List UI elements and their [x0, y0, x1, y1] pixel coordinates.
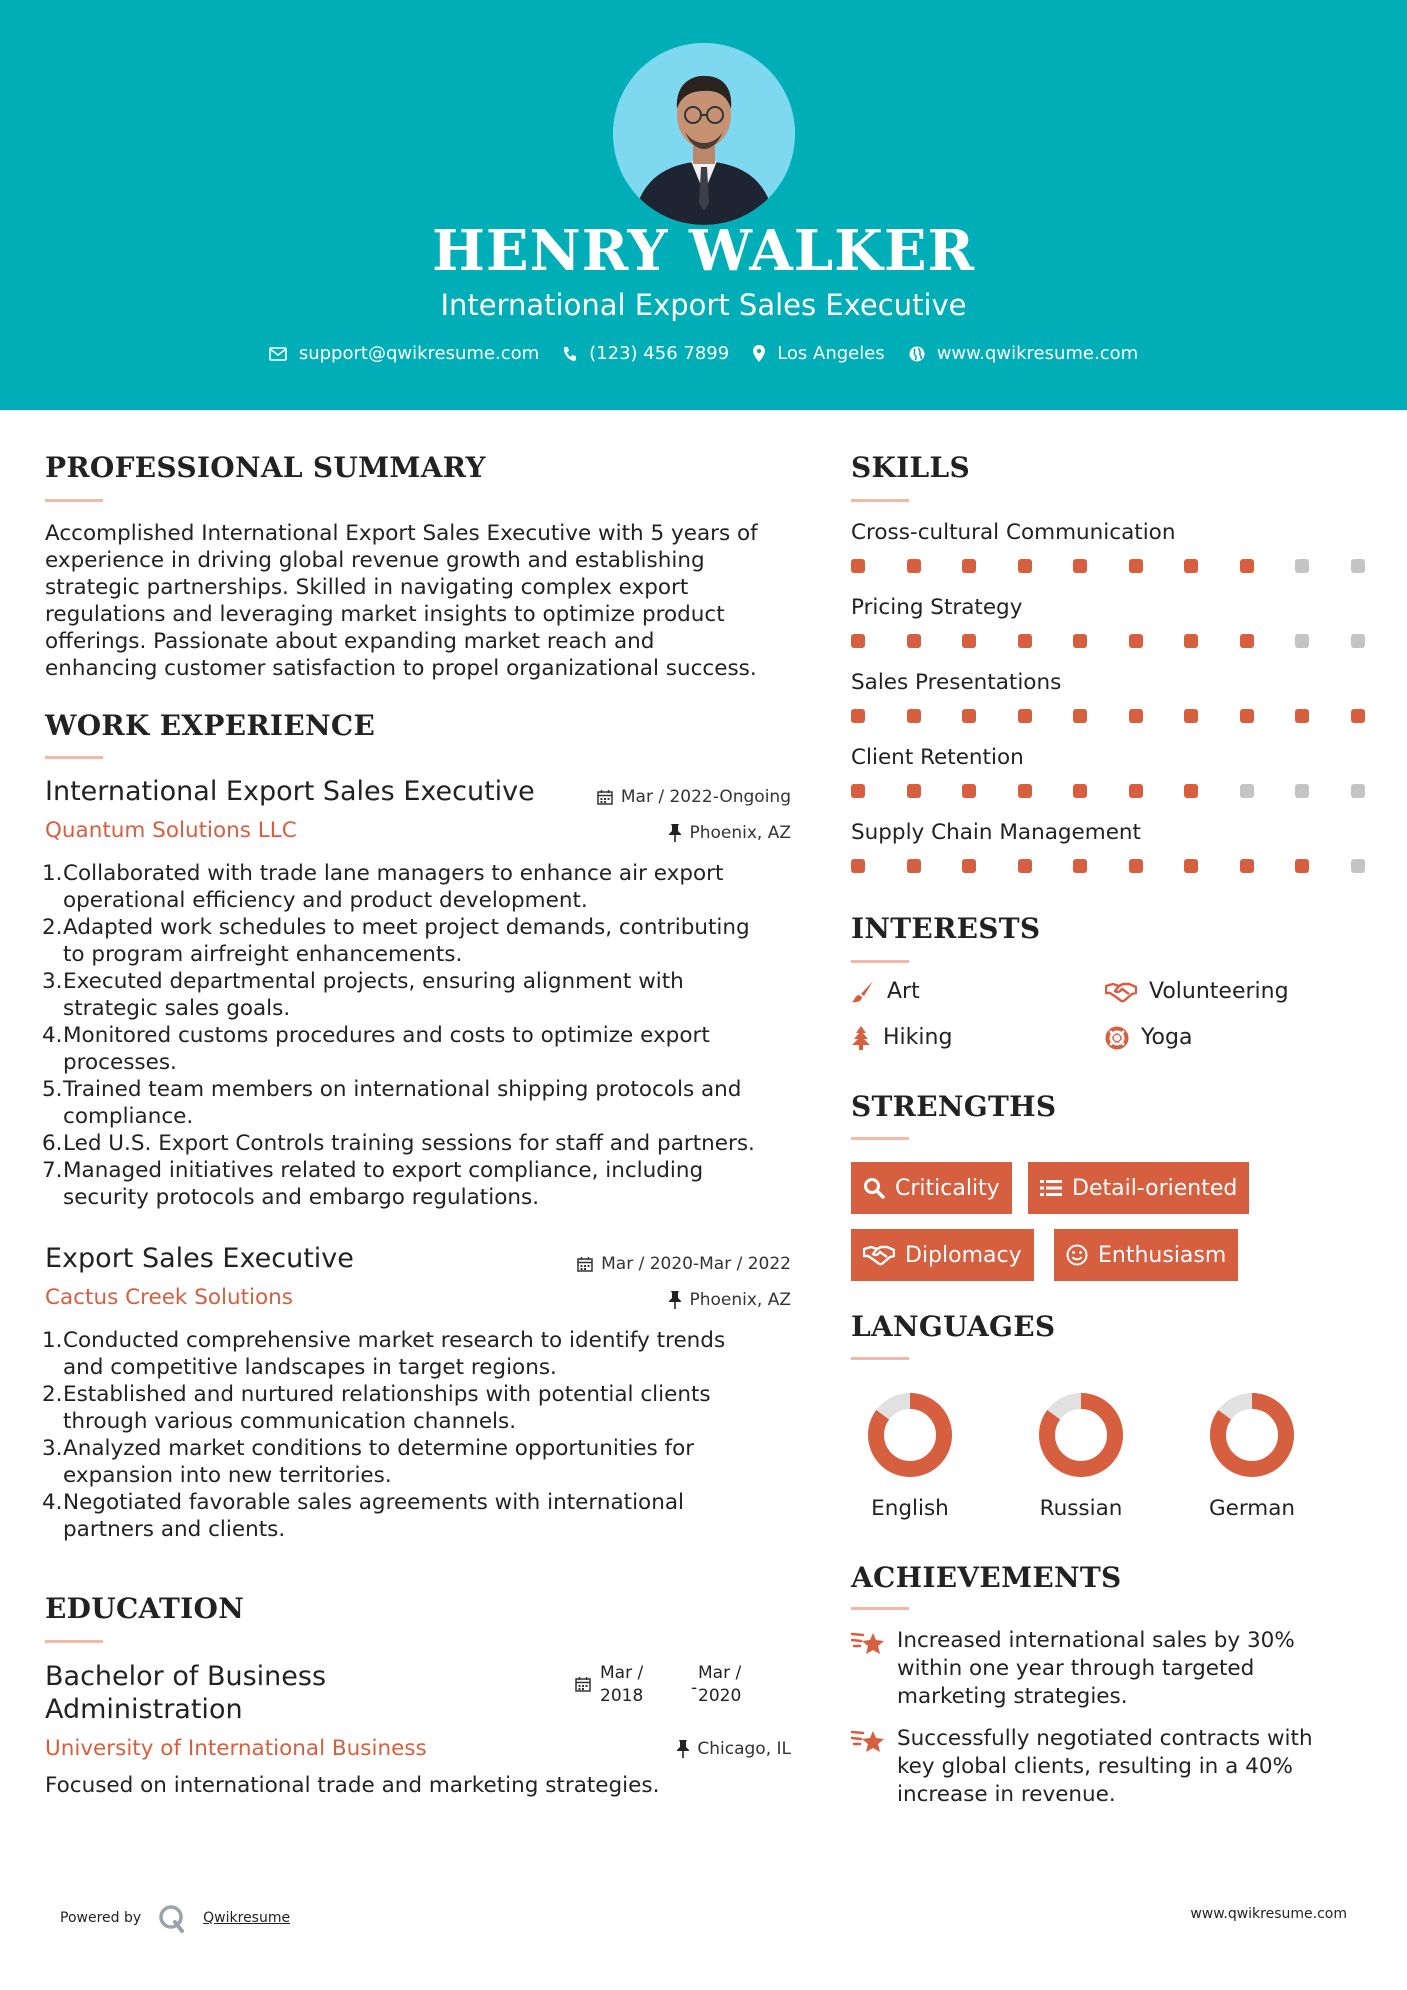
skill-dot-filled [962, 784, 976, 798]
list-icon [1040, 1179, 1062, 1197]
duty-line: to program airfreight enhancements. [63, 942, 463, 967]
skill-dot-filled [851, 784, 865, 798]
achievement-line: Successfully negotiated contracts with [897, 1726, 1313, 1751]
powered-by-label: Powered by [60, 1910, 142, 1926]
education-description: Focused on international trade and marketing strategies. [45, 1773, 660, 1798]
map-pin-icon [753, 345, 765, 362]
skill-dot-empty [1351, 859, 1365, 873]
shooting-star-icon [851, 1629, 885, 1659]
language-label: Russian [1039, 1496, 1123, 1521]
contact-bar [0, 343, 1407, 364]
duty-line: Executed departmental projects, ensuring alignment with [63, 969, 684, 994]
achievements-heading-rule [851, 1607, 909, 1610]
skill-dot-filled [1295, 859, 1309, 873]
duty-line: Established and nurtured relationships with potential clients [63, 1382, 711, 1407]
contact-phone[interactable] [563, 343, 729, 364]
job-location-text: Phoenix, AZ [689, 1290, 791, 1310]
skill-label: Pricing Strategy [851, 595, 1023, 620]
duty-line: expansion into new territories. [63, 1463, 392, 1488]
duty-number: 3. [42, 1436, 63, 1461]
skill-rating [851, 859, 1365, 873]
skill-rating [851, 709, 1365, 723]
qwikresume-link[interactable]: Qwikresume [203, 1910, 291, 1926]
contact-email[interactable] [269, 343, 539, 364]
duty-number: 4. [42, 1023, 63, 1048]
degree-title [45, 1660, 326, 1726]
footer-website[interactable]: www.qwikresume.com [1190, 1906, 1347, 1922]
skill-dot-filled [1240, 634, 1254, 648]
education-location-text: Chicago, IL [697, 1739, 791, 1759]
education-heading-rule [45, 1640, 103, 1643]
skill-dot-filled [1129, 634, 1143, 648]
summary-line: strategic partnerships. Skilled in navigating complex export [45, 575, 689, 600]
interest-item [851, 1025, 952, 1050]
achievement-line: marketing strategies. [897, 1684, 1128, 1709]
phone-text: (123) 456 7899 [589, 343, 730, 364]
skill-dot-filled [1073, 709, 1087, 723]
achievement-line: key global clients, resulting in a 40% [897, 1754, 1293, 1779]
envelope-icon [269, 347, 287, 361]
skill-label: Supply Chain Management [851, 820, 1141, 845]
calendar-icon [597, 789, 613, 805]
duty-item [42, 1435, 805, 1489]
skill-dot-filled [1240, 559, 1254, 573]
interests-heading-rule [851, 960, 909, 963]
skill-dot-filled [1018, 559, 1032, 573]
skill-dot-filled [1184, 634, 1198, 648]
skill-dot-filled [1073, 559, 1087, 573]
skill-dot-filled [1129, 784, 1143, 798]
skill-dot-filled [962, 634, 976, 648]
skill-dot-filled [1129, 859, 1143, 873]
skill-label: Sales Presentations [851, 670, 1062, 695]
duty-line: partners and clients. [63, 1517, 286, 1542]
strengths-heading: STRENGTHS [851, 1090, 1057, 1123]
skill-rating [851, 559, 1365, 573]
job-dates-text: Mar / 2022-Ongoing [620, 787, 791, 807]
duty-item [42, 1130, 805, 1157]
end-month: Mar / [698, 1663, 742, 1683]
skill-dot-filled [962, 559, 976, 573]
skill-dot-filled [851, 859, 865, 873]
qwikresume-logo-icon [157, 1903, 189, 1933]
skill-dot-empty [1351, 634, 1365, 648]
language-ring [1207, 1390, 1297, 1480]
skill-dot-filled [1184, 784, 1198, 798]
summary-heading: PROFESSIONAL SUMMARY [45, 451, 486, 484]
skill-dot-filled [962, 859, 976, 873]
strength-label: Diplomacy [905, 1242, 1022, 1268]
duty-line: Negotiated favorable sales agreements with international [63, 1490, 684, 1515]
duty-line: compliance. [63, 1104, 194, 1129]
duty-line: strategic sales goals. [63, 996, 291, 1021]
skill-dot-filled [1073, 634, 1087, 648]
duty-line: Analyzed market conditions to determine opportunities for [63, 1436, 695, 1461]
strength-badge [1028, 1162, 1249, 1214]
achievement-line: increase in revenue. [897, 1782, 1116, 1807]
skill-dot-filled [1351, 709, 1365, 723]
skill-dot-filled [907, 784, 921, 798]
skill-dot-filled [907, 709, 921, 723]
education-calendar [575, 1676, 591, 1696]
skill-dot-filled [1240, 859, 1254, 873]
interest-label: Yoga [1141, 1025, 1193, 1050]
duty-number: 2. [42, 1382, 63, 1407]
experience-heading: WORK EXPERIENCE [45, 709, 376, 742]
duty-number: 3. [42, 969, 63, 994]
duty-item [42, 914, 805, 968]
job-duties-list [42, 860, 805, 1211]
skills-heading: SKILLS [851, 451, 971, 484]
skill-dot-filled [1018, 784, 1032, 798]
strength-badge [851, 1162, 1012, 1214]
skill-dot-filled [907, 559, 921, 573]
contact-location [753, 343, 885, 364]
skill-dot-filled [851, 634, 865, 648]
skill-dot-empty [1295, 784, 1309, 798]
strengths-heading-rule [851, 1137, 909, 1140]
achievement-line: Increased international sales by 30% [897, 1628, 1295, 1653]
website-text: www.qwikresume.com [936, 343, 1139, 364]
achievement-line: within one year through targeted [897, 1656, 1255, 1681]
education-heading: EDUCATION [45, 1592, 245, 1625]
skill-dot-filled [907, 634, 921, 648]
skill-dot-filled [851, 559, 865, 573]
summary-line: offerings. Passionate about expanding market reach and [45, 629, 655, 654]
skill-dot-filled [962, 709, 976, 723]
duty-line: operational efficiency and product development. [63, 888, 588, 913]
contact-website[interactable] [909, 343, 1138, 364]
skill-dot-filled [1184, 559, 1198, 573]
experience-heading-rule [45, 756, 103, 759]
skill-dot-empty [1240, 784, 1254, 798]
handshake-icon [863, 1244, 895, 1266]
education-location [677, 1739, 791, 1759]
duty-number: 1. [42, 861, 63, 886]
company-name: Cactus Creek Solutions [45, 1285, 294, 1310]
pushpin-icon [669, 1291, 681, 1309]
strength-label: Detail-oriented [1072, 1175, 1238, 1201]
duty-number: 2. [42, 915, 63, 940]
summary-text [45, 520, 805, 682]
pushpin-icon [669, 824, 681, 842]
duty-item [42, 1489, 805, 1543]
duty-item [42, 1327, 805, 1381]
language-label: German [1208, 1496, 1296, 1521]
duty-item [42, 1381, 805, 1435]
start-month: Mar / [600, 1663, 644, 1683]
skill-dot-empty [1295, 559, 1309, 573]
achievement-item [851, 1627, 1295, 1711]
language-label: English [871, 1496, 949, 1521]
skill-rating [851, 634, 1365, 648]
duty-number: 6. [42, 1131, 63, 1156]
duty-item [42, 860, 805, 914]
summary-heading-rule [45, 499, 103, 502]
email-text: support@qwikresume.com [298, 343, 540, 364]
shooting-star-icon [851, 1727, 885, 1757]
start-year: 2018 [600, 1686, 644, 1706]
footer-powered-by [60, 1903, 290, 1933]
duty-line: Adapted work schedules to meet project demands, contributing [63, 915, 750, 940]
strength-badge [851, 1229, 1034, 1281]
smile-icon [1066, 1244, 1088, 1266]
duty-item [42, 1022, 805, 1076]
skill-dot-filled [1295, 709, 1309, 723]
interest-label: Art [887, 979, 920, 1004]
handshake-icon [1105, 981, 1137, 1003]
job-dates [597, 787, 791, 807]
phone-icon [563, 346, 577, 362]
job-location-text: Phoenix, AZ [689, 823, 791, 843]
skill-dot-filled [851, 709, 865, 723]
skill-dot-empty [1351, 784, 1365, 798]
achievement-text [897, 1725, 1313, 1809]
skill-dot-filled [1018, 859, 1032, 873]
languages-heading-rule [851, 1357, 909, 1360]
interest-label: Hiking [883, 1025, 953, 1050]
duty-line: Managed initiatives related to export compliance, including [63, 1158, 704, 1183]
job-dates-text: Mar / 2020-Mar / 2022 [601, 1254, 791, 1274]
job-location [669, 1290, 791, 1310]
skill-dot-filled [1184, 859, 1198, 873]
duty-item [42, 968, 805, 1022]
brush-icon [851, 980, 875, 1004]
summary-line: experience in driving global revenue growth and establishing [45, 548, 705, 573]
duty-line: processes. [63, 1050, 177, 1075]
globe-icon [909, 346, 925, 362]
date-dash: - [691, 1678, 698, 1698]
skill-dot-filled [1184, 709, 1198, 723]
achievements-heading: ACHIEVEMENTS [851, 1561, 1122, 1594]
strength-label: Criticality [895, 1175, 1000, 1201]
interests-heading: INTERESTS [851, 912, 1041, 945]
summary-line: regulations and leveraging market insights to optimize product [45, 602, 725, 627]
duty-line: Collaborated with trade lane managers to enhance air export [63, 861, 724, 886]
profile-photo [613, 43, 795, 225]
search-icon [863, 1177, 885, 1199]
strength-badge [1054, 1229, 1238, 1281]
duty-item [42, 1076, 805, 1130]
company-name: Quantum Solutions LLC [45, 818, 297, 843]
duty-line: Monitored customs procedures and costs to optimize export [63, 1023, 710, 1048]
skill-dot-empty [1351, 559, 1365, 573]
job-title: International Export Sales Executive [45, 776, 535, 807]
duty-line: and competitive landscapes in target regions. [63, 1355, 557, 1380]
school-name: University of International Business [45, 1736, 427, 1761]
duty-number: 7. [42, 1158, 63, 1183]
end-year: 2020 [698, 1686, 742, 1706]
skill-dot-filled [1018, 709, 1032, 723]
interest-item [1105, 979, 1289, 1004]
skill-dot-filled [1129, 709, 1143, 723]
pushpin-icon [677, 1740, 689, 1758]
job-location [669, 823, 791, 843]
skill-dot-filled [1240, 709, 1254, 723]
tree-icon [851, 1026, 871, 1050]
skill-dot-filled [1018, 634, 1032, 648]
languages-heading: LANGUAGES [851, 1310, 1056, 1343]
skill-label: Cross-cultural Communication [851, 520, 1176, 545]
achievement-item [851, 1725, 1313, 1809]
candidate-name: HENRY WALKER [431, 218, 976, 284]
education-start-date [600, 1662, 643, 1708]
interest-label: Volunteering [1149, 979, 1289, 1004]
lifering-icon [1105, 1026, 1129, 1050]
education-end-date [698, 1662, 741, 1708]
skill-dot-filled [1129, 559, 1143, 573]
interest-item [1105, 1025, 1192, 1050]
duty-line: Trained team members on international shipping protocols and [63, 1077, 742, 1102]
duty-number: 4. [42, 1490, 63, 1515]
skill-dot-filled [1073, 859, 1087, 873]
skill-dot-filled [907, 859, 921, 873]
duty-number: 1. [42, 1328, 63, 1353]
interest-item [851, 979, 920, 1004]
duty-item [42, 1157, 805, 1211]
duty-number: 5. [42, 1077, 63, 1102]
skill-dot-filled [1073, 784, 1087, 798]
language-ring [1036, 1390, 1126, 1480]
skill-dot-empty [1295, 634, 1309, 648]
achievement-text [897, 1627, 1295, 1711]
duty-line: security protocols and embargo regulations. [63, 1185, 540, 1210]
job-duties-list [42, 1327, 805, 1543]
duty-line: Led U.S. Export Controls training sessions for staff and partners. [63, 1131, 755, 1156]
summary-line: enhancing customer satisfaction to propel organizational success. [45, 656, 757, 681]
job-dates [577, 1254, 791, 1274]
candidate-title: International Export Sales Executive [440, 288, 967, 322]
language-ring [865, 1390, 955, 1480]
job-title: Export Sales Executive [45, 1243, 354, 1274]
calendar-icon [577, 1256, 593, 1272]
skill-label: Client Retention [851, 745, 1024, 770]
location-text: Los Angeles [777, 343, 885, 364]
duty-line: Conducted comprehensive market research to identify trends [63, 1328, 726, 1353]
calendar-icon [575, 1676, 591, 1692]
strength-label: Enthusiasm [1098, 1242, 1227, 1268]
duty-line: through various communication channels. [63, 1409, 517, 1434]
degree-line: Administration [45, 1694, 243, 1725]
skills-heading-rule [851, 499, 909, 502]
summary-line: Accomplished International Export Sales Executive with 5 years of [45, 521, 758, 546]
degree-line: Bachelor of Business [45, 1661, 327, 1692]
header-banner [0, 0, 1407, 410]
skill-rating [851, 784, 1365, 798]
